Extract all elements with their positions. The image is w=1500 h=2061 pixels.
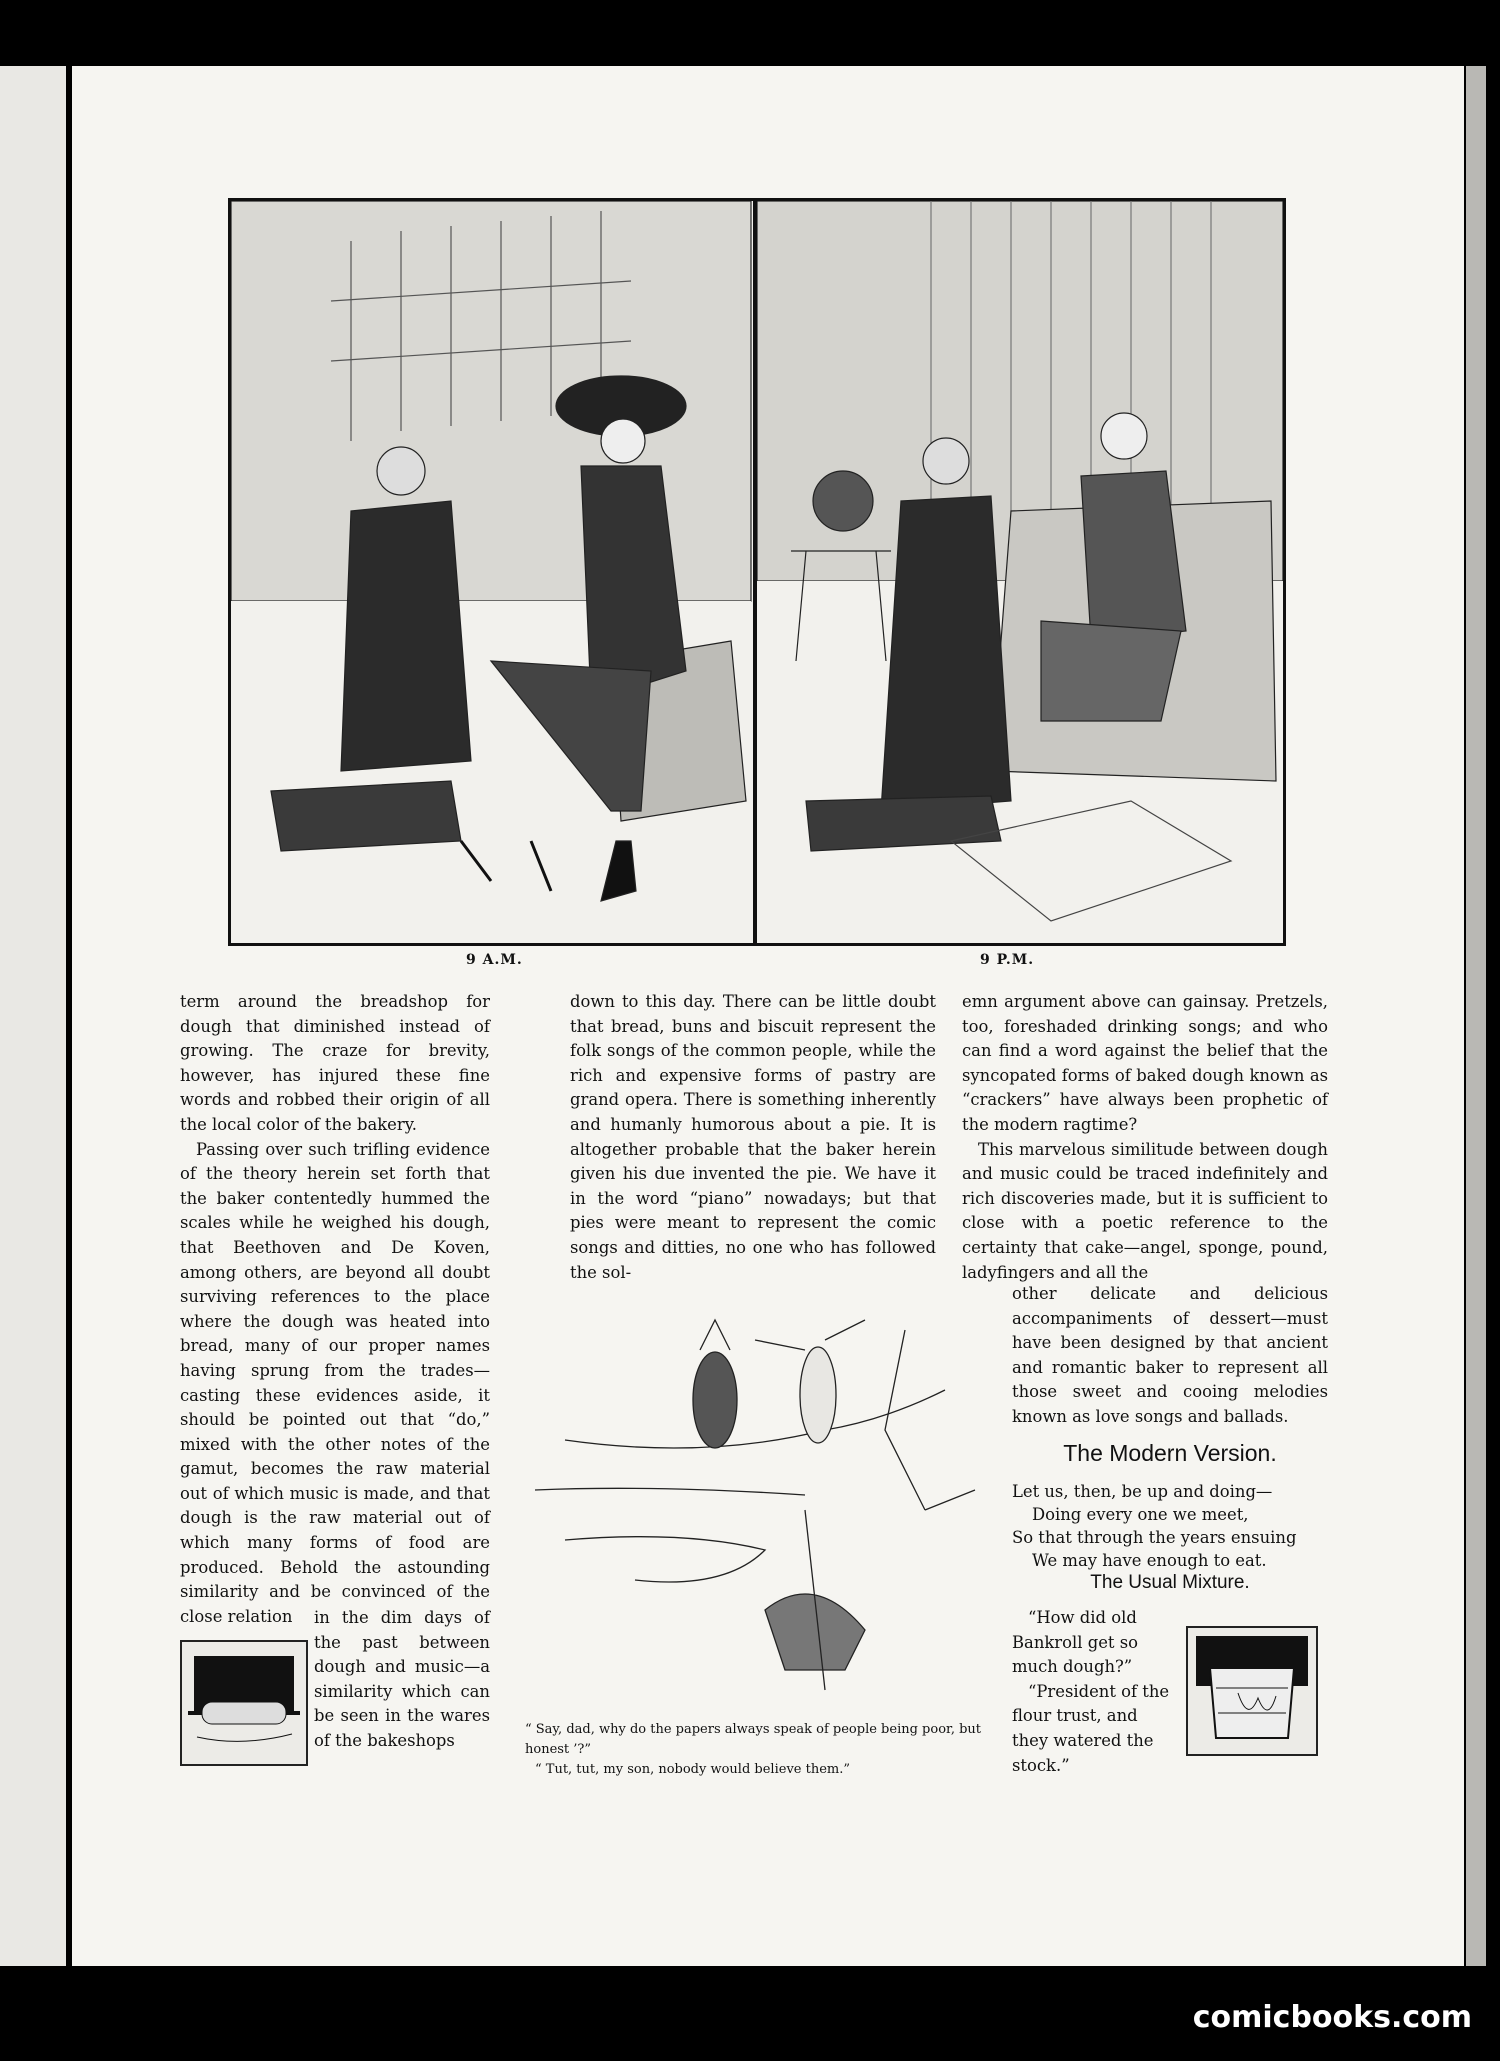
caption-9pm: 9 P.M. [980,952,1035,968]
text-column-1-wrap [314,1606,490,1754]
site-watermark: comicbooks.com [1192,2000,1472,2035]
page-edge [1466,66,1486,1966]
panel-divider [753,201,757,943]
poem-line: Let us, then, be up and doing— [1012,1482,1273,1501]
bird-caption-answer: “ Tut, tut, my son, nobody would believe them.” [535,1762,851,1777]
poem-line: Doing every one we meet, [1032,1505,1249,1524]
text-column-3-wrap [1012,1282,1328,1430]
paragraph: term around the breadshop for dough that diminished instead of growing. The craze for brevity, however, has injured these fine words and robbed their origin of all the local color of the bakery. [180,992,490,1134]
bird-cartoon [505,1310,995,1710]
text-column-3 [962,990,1328,1285]
usual-mixture-heading: The Usual Mixture. [1090,1572,1250,1593]
rolling-pin-illustration [180,1640,308,1766]
text-column-2 [570,990,936,1285]
main-illustration [228,198,1286,946]
paragraph: emn argument above can gainsay. Pretzels, too, foreshaded drinking songs; and who can find a word against the belief that the syncopated forms of baked dough known as “crackers” have always been prophetic of the modern ragtime? [962,992,1328,1134]
question-text: “How did old Bankroll get so much dough?” [1012,1608,1138,1677]
modern-version-heading: The Modern Version. [1063,1440,1277,1466]
usual-mixture-dialogue [1012,1606,1170,1778]
paragraph: This marvelous similitude between dough and music could be traced indefinitely and rich discoveries made, but it is sufficient to close with a poetic reference to the certainty that cake—angel, sponge, pound, ladyfingers and all the [962,1139,1328,1282]
paragraph: down to this day. There can be little doubt that bread, buns and biscuit represent the folk songs of the common people, while the rich and expensive forms of pastry are grand opera. There is something inherently and humanly humorous about a pie. It is altogether probable that the baker herein given his due invented the pie. We have it in the word “piano” nowadays; but that pies were meant to represent the comic songs and ditties, no one who has followed the sol- [570,992,936,1282]
parlor-scene-drawing [231,201,1283,943]
paragraph: in the dim days of the past between dough and music—a similarity which can be seen in the wares of the bakeshops [314,1608,490,1750]
paragraph: other delicate and delicious accompaniments of dessert—must have been designed by that ancient and romantic baker to represent all those sweet and cooing melodies known as love songs and ballads. [1012,1284,1328,1426]
book-gutter [0,66,66,1966]
text-column-1 [180,990,490,1629]
caption-9am: 9 A.M. [466,952,523,968]
flour-barrel-illustration [1186,1626,1318,1756]
answer-text: “President of the flour trust, and they watered the stock.” [1012,1681,1170,1775]
poem-line: We may have enough to eat. [1032,1551,1267,1570]
modern-version-poem [1012,1480,1332,1572]
paragraph: Passing over such trifling evidence of the theory herein set forth that the baker contentedly hummed the scales while he weighed his dough, that Beethoven and De Koven, among others, are beyond all doubt surviving references to the place where the dough was heated into bread, many of our proper names having sprung from the trades—casting these evidences aside, it should be pointed out that “do,” mixed with the other notes of the gamut, becomes the raw material out of which music is made, and that dough is the raw material out of which many forms of food are produced. Behold the astounding similarity and be convinced of the close relation [180,1139,490,1626]
poem-line: So that through the years ensuing [1012,1528,1297,1547]
bird-caption-question: “ Say, dad, why do the papers always speak of people being poor, but honest ’?” [525,1722,982,1757]
